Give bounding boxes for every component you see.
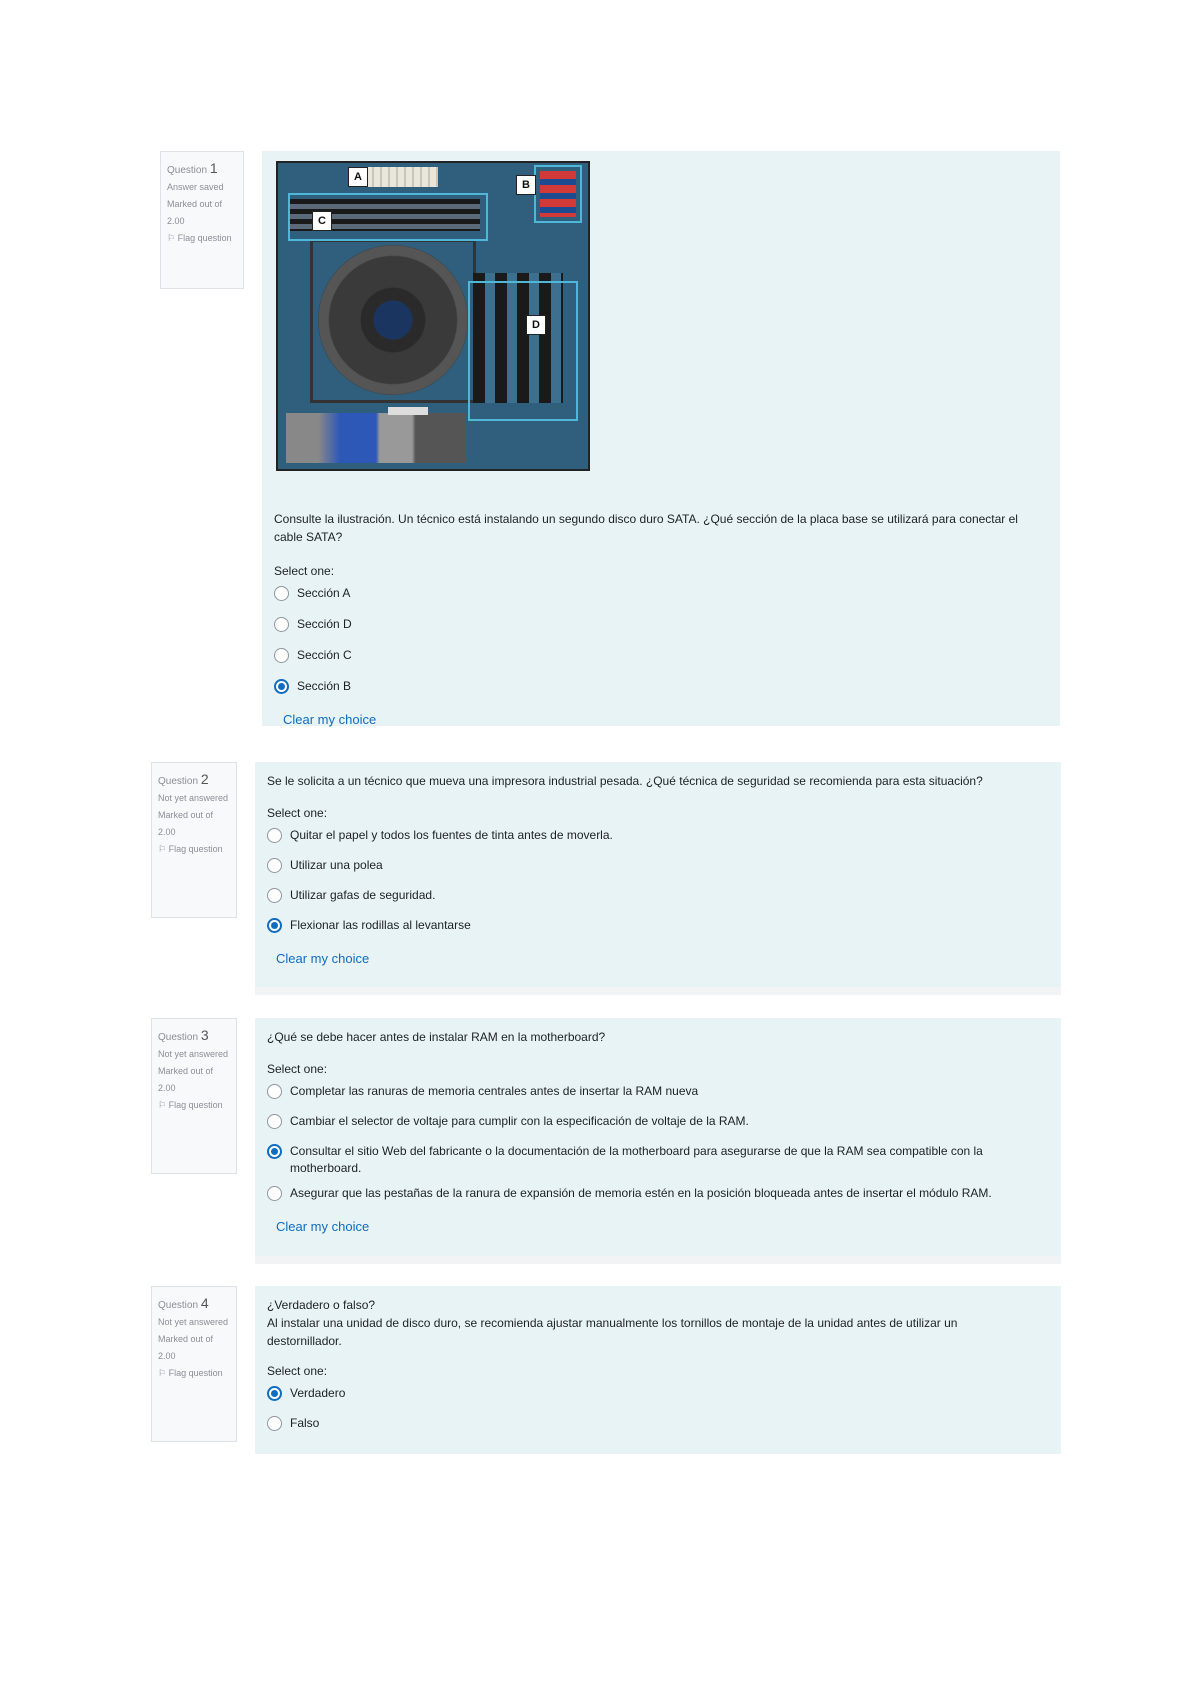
question-status: Not yet answered <box>158 793 229 803</box>
clear-choice-link[interactable]: Clear my choice <box>283 712 377 727</box>
answer-options <box>267 827 1049 934</box>
option-label: Sección A <box>297 586 351 600</box>
io-ports <box>286 413 466 463</box>
select-one-prompt: Select one: <box>274 564 335 578</box>
radio-button[interactable] <box>267 888 282 903</box>
radio-button[interactable] <box>274 617 289 632</box>
radio-button[interactable] <box>274 586 289 601</box>
section-b-outline <box>534 165 582 223</box>
question-status: Not yet answered <box>158 1317 229 1327</box>
select-one-prompt: Select one: <box>267 1364 328 1378</box>
flag-icon: ⚐ <box>167 233 176 243</box>
answer-option[interactable] <box>267 887 1049 904</box>
radio-button[interactable] <box>267 1084 282 1099</box>
answer-option[interactable] <box>267 827 1049 844</box>
radio-button-selected[interactable] <box>267 1386 282 1401</box>
section-d-outline <box>468 281 578 421</box>
radio-button[interactable] <box>267 858 282 873</box>
question-status: Answer saved <box>167 182 224 192</box>
motherboard-illustration <box>276 161 590 471</box>
radio-button[interactable] <box>267 1186 282 1201</box>
question-info-2 <box>151 762 237 918</box>
flag-question-button[interactable] <box>158 1365 230 1382</box>
option-label: Cambiar el selector de voltaje para cumplir con la especificación de voltaje de la RAM. <box>290 1114 749 1128</box>
question-text: Consulte la ilustración. Un técnico está instalando un segundo disco duro SATA. ¿Qué sección de la placa base se utilizará para conectar el cable SATA? <box>274 512 1018 544</box>
clear-choice-link[interactable]: Clear my choice <box>276 1219 370 1234</box>
clear-choice-link[interactable]: Clear my choice <box>276 951 370 966</box>
flag-label: Flag question <box>168 1100 223 1110</box>
label-b: B <box>516 175 536 195</box>
flag-question-button[interactable] <box>158 1097 230 1114</box>
divider <box>255 987 1061 995</box>
question-text: ¿Qué se debe hacer antes de instalar RAM en la motherboard? <box>267 1030 606 1044</box>
question-label: Question <box>158 776 199 787</box>
select-one-prompt: Select one: <box>267 806 328 820</box>
flag-icon: ⚐ <box>158 1100 167 1110</box>
answer-option[interactable] <box>267 1185 1049 1202</box>
radio-button-selected[interactable] <box>267 918 282 933</box>
flag-label: Flag question <box>168 1368 223 1378</box>
radio-button-selected[interactable] <box>274 679 289 694</box>
flag-label: Flag question <box>168 844 223 854</box>
question-text: Se le solicita a un técnico que mueva una impresora industrial pesada. ¿Qué técnica de seguridad se recomienda para esta situación? <box>267 774 983 788</box>
answer-option[interactable] <box>274 647 1048 664</box>
answer-option[interactable] <box>267 1113 1049 1130</box>
option-label: Flexionar las rodillas al levantarse <box>290 918 471 932</box>
radio-button[interactable] <box>267 1114 282 1129</box>
question-formulation-3 <box>255 1018 1061 1256</box>
question-label: Question <box>158 1300 199 1311</box>
question-label: Question <box>158 1032 199 1043</box>
label-c: C <box>312 211 332 231</box>
question-number: 3 <box>200 1027 209 1043</box>
question-number: 2 <box>200 771 209 787</box>
option-label: Completar las ranuras de memoria centrales antes de insertar la RAM nueva <box>290 1084 699 1098</box>
question-number: 1 <box>209 160 218 176</box>
question-text: ¿Verdadero o falso? <box>267 1298 376 1312</box>
answer-option[interactable] <box>267 1143 1049 1177</box>
question-info-1 <box>160 151 244 289</box>
answer-option[interactable] <box>267 1415 1049 1432</box>
answer-option[interactable] <box>274 616 1048 633</box>
label-a: A <box>348 167 368 187</box>
flag-icon: ⚐ <box>158 844 167 854</box>
option-label: Asegurar que las pestañas de la ranura de expansión de memoria estén en la posición bloqueada antes de insertar el módulo RAM. <box>290 1186 992 1200</box>
question-text-statement: Al instalar una unidad de disco duro, se recomienda ajustar manualmente los tornillos de montaje de la unidad antes de utilizar un destornillador. <box>267 1316 958 1348</box>
power-connector <box>358 167 438 187</box>
answer-options <box>274 585 1048 695</box>
question-body-1 <box>262 492 1060 737</box>
option-label: Sección B <box>297 679 352 693</box>
option-label: Quitar el papel y todos los fuentes de tinta antes de moverla. <box>290 828 613 842</box>
radio-button[interactable] <box>267 828 282 843</box>
question-marks: Marked out of 2.00 <box>158 810 214 837</box>
answer-option[interactable] <box>267 1083 1049 1100</box>
radio-button[interactable] <box>267 1416 282 1431</box>
option-label: Sección D <box>297 617 352 631</box>
select-one-prompt: Select one: <box>267 1062 328 1076</box>
question-marks: Marked out of 2.00 <box>158 1066 214 1093</box>
question-status: Not yet answered <box>158 1049 229 1059</box>
flag-question-button[interactable] <box>167 230 237 247</box>
option-label: Sección C <box>297 648 352 662</box>
question-marks: Marked out of 2.00 <box>167 199 223 226</box>
flag-icon: ⚐ <box>158 1368 167 1378</box>
answer-option[interactable] <box>274 678 1048 695</box>
answer-option[interactable] <box>267 1385 1049 1402</box>
answer-options <box>267 1385 1049 1432</box>
question-formulation-2 <box>255 762 1061 987</box>
question-marks: Marked out of 2.00 <box>158 1334 214 1361</box>
radio-button[interactable] <box>274 648 289 663</box>
answer-option[interactable] <box>267 917 1049 934</box>
option-label: Consultar el sitio Web del fabricante o la documentación de la motherboard para asegurarse de que la RAM sea compatible con la motherboard. <box>290 1144 983 1175</box>
cpu-fan-frame <box>310 239 476 403</box>
flag-question-button[interactable] <box>158 841 230 858</box>
answer-option[interactable] <box>267 857 1049 874</box>
question-formulation-4 <box>255 1286 1061 1454</box>
question-label: Question <box>167 165 208 176</box>
question-info-4 <box>151 1286 237 1442</box>
option-label: Verdadero <box>290 1386 346 1400</box>
radio-button-selected[interactable] <box>267 1144 282 1159</box>
label-d: D <box>526 315 546 335</box>
flag-label: Flag question <box>177 233 232 243</box>
option-label: Falso <box>290 1416 320 1430</box>
answer-options <box>267 1083 1049 1202</box>
chip <box>388 407 428 415</box>
divider <box>255 1256 1061 1264</box>
answer-option[interactable] <box>274 585 1048 602</box>
question-info-3 <box>151 1018 237 1174</box>
option-label: Utilizar gafas de seguridad. <box>290 888 436 902</box>
question-number: 4 <box>200 1295 209 1311</box>
option-label: Utilizar una polea <box>290 858 383 872</box>
